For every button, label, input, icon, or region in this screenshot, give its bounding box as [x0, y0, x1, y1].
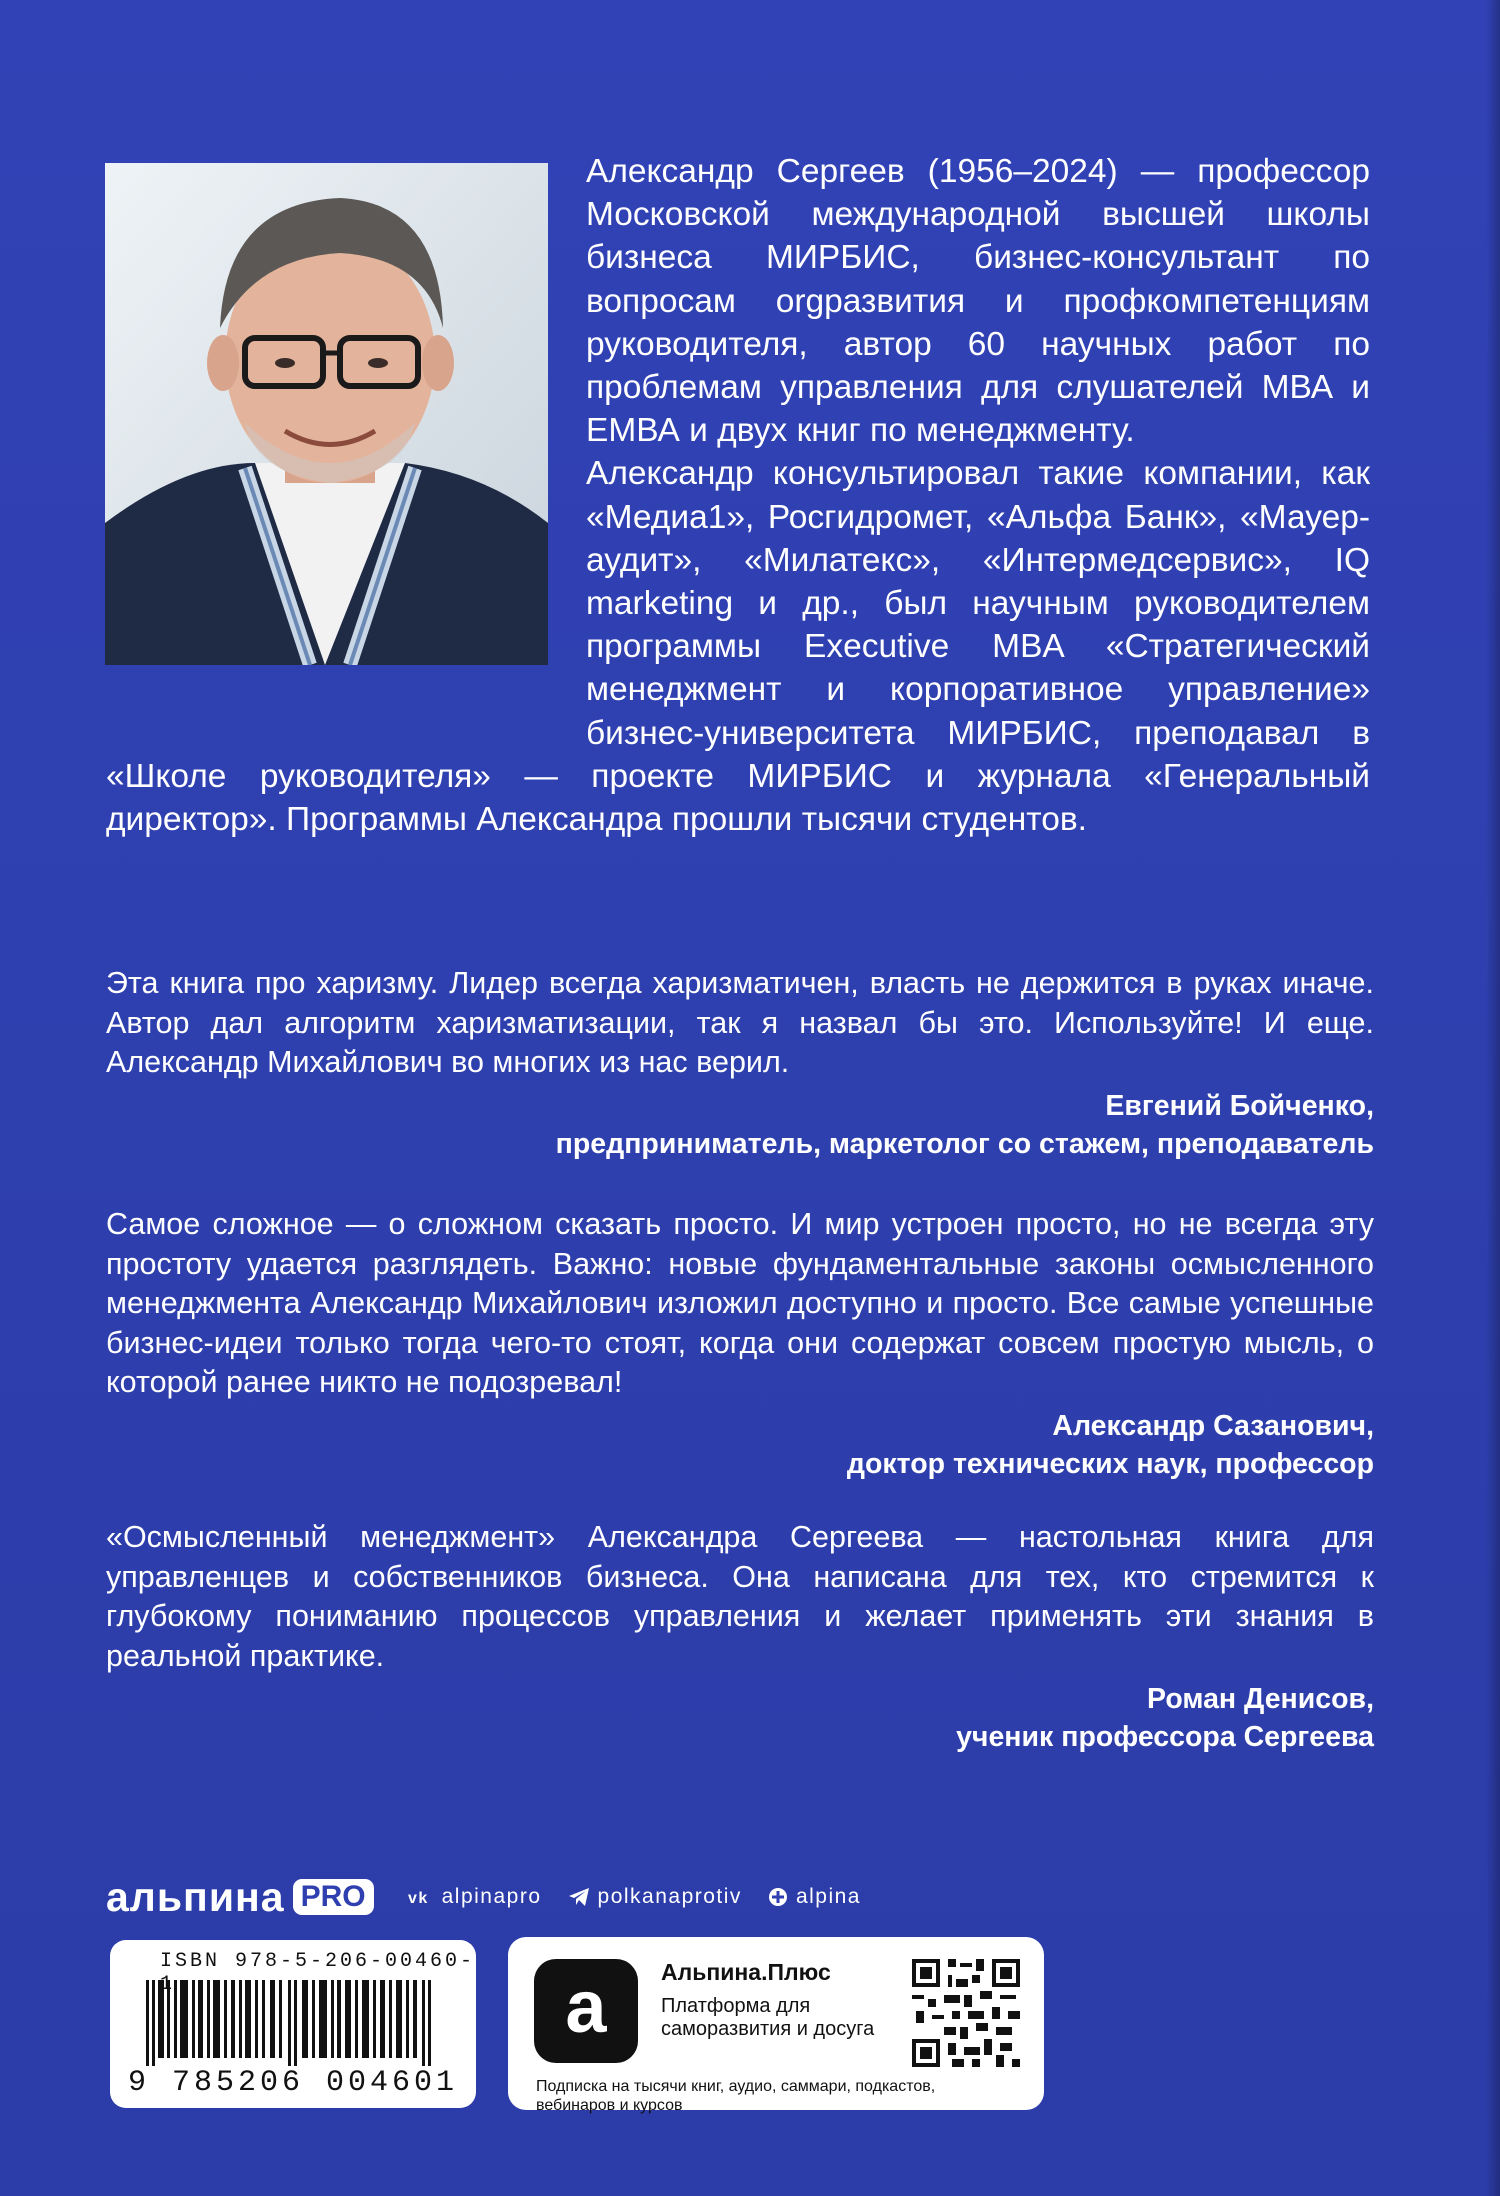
social-telegram[interactable] — [568, 1885, 742, 1909]
barcode-digits: 9 785206 004601 — [128, 2066, 459, 2100]
plus-description: Платформа для саморазвития и досуга — [661, 1995, 875, 2040]
svg-text:vk: vk — [407, 1890, 429, 1905]
publisher-logo: альпина — [106, 1873, 285, 1920]
review-quote-3 — [106, 1518, 1374, 1758]
barcode-bars — [146, 1980, 446, 2066]
quote-text: Эта книга про харизму. Лидер всегда харизматичен, власть не держится в руках иначе. Автор дал алгоритм харизматизации, так я назвал бы это. Используйте! И еще. Александр Михайлович во многих из нас верил. — [106, 966, 1374, 1079]
quote-author: Евгений Бойченко, — [1105, 1089, 1374, 1122]
app-icon — [534, 1959, 638, 2063]
bio-paragraph-2: Александр консультировал такие компании, как «Медиа1», Росгидромет, «Альфа Банк», «Мауер-аудит», «Милатекс», «Интермедсервис», IQ marketing и др., был научным руководителем программы Executive MBA «Стратегический менеджмент и корпоративное управление» бизнес-университета МИРБИС, преподавал в «Школе руководителя» — проекте МИРБИС и журнала «Генеральный директор». Программы Александра прошли тысячи студентов. — [106, 455, 1370, 839]
review-quote-2 — [106, 1205, 1374, 1485]
alpina-plus-box — [508, 1937, 1044, 2114]
social-alpina[interactable] — [768, 1885, 861, 1909]
social-label: alpina — [795, 1885, 861, 1908]
social-vk[interactable] — [408, 1885, 542, 1909]
quote-text: Самое сложное — о сложном сказать просто. И мир устроен просто, но не всегда эту простоту удается разглядеть. Важно: новые фундаментальные законы осмысленного менеджмента Александр Михайлович изложил доступно и просто. Все самые успешные бизнес-идеи только тогда чего-то стоят, когда они содержат совсем простую мысль, о которой ранее никто не подозревал! — [106, 1207, 1374, 1399]
plus-circle-icon — [768, 1887, 788, 1907]
vk-icon — [408, 1889, 434, 1905]
publisher-row — [106, 1872, 887, 1922]
isbn-text: ISBN 978-5-206-00460- — [160, 1950, 476, 1973]
telegram-icon — [568, 1887, 590, 1907]
quote-author-role: предприниматель, маркетолог со стажем, преподаватель — [555, 1127, 1374, 1160]
review-quote-1 — [106, 964, 1374, 1165]
bio-paragraph-1: Александр Сергеев (1956–2024) — профессор Московской международной высшей школы бизнеса МИРБИС, бизнес-консультант по вопросам orgразвития и профкомпетенциям руководителя, автор 60 научных работ по проблемам управления для слушателей МВА и ЕМВА и двух книг по менеджменту. — [586, 153, 1370, 450]
qr-code[interactable] — [912, 1959, 1020, 2067]
social-label: polkanaprotiv — [597, 1885, 742, 1908]
app-icon-letter: a — [565, 1965, 607, 2048]
spine-shadow — [1486, 0, 1500, 2196]
quote-text: «Осмысленный менеджмент» Александра Сергеева — настольная книга для управленцев и собственников бизнеса. Она написана для тех, кто стремится к глубокому пониманию процессов управления и желает применять эти знания в реальной практике. — [106, 1520, 1374, 1673]
plus-footer-text: Подписка на тысячи книг, аудио, саммари, подкастов, вебинаров и курсов — [536, 2078, 936, 2114]
photo-wrap-space — [106, 150, 586, 720]
quote-author: Александр Сазанович, — [1052, 1409, 1374, 1442]
quote-author: Роман Денисов, — [1147, 1683, 1374, 1715]
barcode-box — [110, 1940, 476, 2108]
social-label: alpinapro — [441, 1885, 542, 1908]
plus-title: Альпина.Плюс — [661, 1959, 831, 1985]
quote-author-role: ученик профессора Сергеева — [956, 1721, 1374, 1753]
pro-badge: PRO — [293, 1879, 374, 1915]
social-links — [408, 1885, 887, 1909]
author-bio — [106, 150, 1370, 841]
quote-author-role: доктор технических наук, профессор — [846, 1447, 1374, 1480]
